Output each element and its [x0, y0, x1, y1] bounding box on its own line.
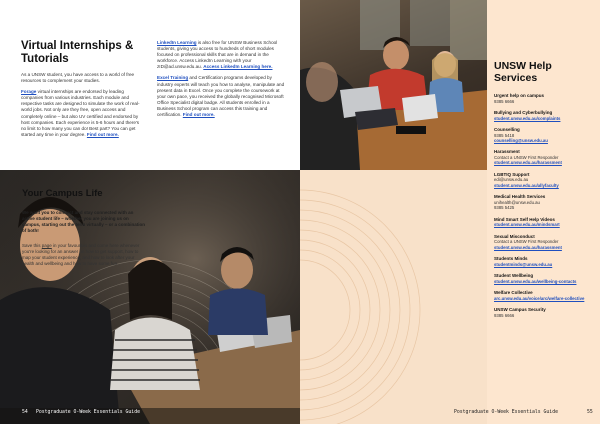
help-service-detail: 9385 6666 [494, 312, 515, 318]
students-table-illustration [300, 0, 487, 170]
help-service-detail: unihealth@unsw.edu.au [494, 199, 540, 205]
help-service-name: Bullying and Cyberbullying [494, 110, 553, 115]
help-service-detail: edi@unsw.edu.au [494, 177, 529, 183]
help-service-link[interactable]: student.unsw.edu.au/mindsmart [494, 222, 560, 228]
campus-life-intro: We want you to connect and stay connected with an active student life – whether you are joining us on campus, starting out the term virtually – or a combination of both! [22, 210, 146, 233]
page-title: Virtual Internships & Tutorials [21, 40, 134, 65]
help-service-name: UNSW Campus Security [494, 307, 546, 313]
campus-life-title: Your Campus Life [22, 188, 103, 199]
help-service-item [494, 290, 598, 301]
linkedin-more-link[interactable]: Access LinkedIn Learning here. [203, 64, 273, 70]
linkedin-text: is also free for UNSW Business School students, giving you access to hundreds of short modules focused on professional skills that are in demand in the workforce. Access LinkedIn Learning with your zID@ad.unsw.edu.au. [157, 40, 278, 70]
internships-column-1 [21, 40, 145, 143]
forage-more-link[interactable]: Find out more. [86, 131, 119, 137]
campus-life-panel [300, 170, 487, 424]
help-service-link[interactable]: student.unsw.edu.au/harassment [494, 160, 562, 166]
help-service-detail: 9385 5418 [494, 132, 515, 138]
help-service-item [494, 256, 598, 267]
help-service-name: LGBTIQ Support [494, 171, 530, 177]
students-laptops-photo [0, 170, 300, 424]
left-footer-title: Postgraduate O-Week Essentials Guide [36, 410, 140, 415]
forage-text: virtual internships are endorsed by leading companies from various industries. Each module and respective tasks are designed to simulate the work of real-world jobs. Not only are they free, open access and completely online – but also UV certified and endorsed by host companies. Each experience is 5-6 hours and there's no limit to how many you can do! Best part? You can get started any time in your degree. [21, 89, 140, 137]
forage-paragraph [21, 89, 145, 138]
help-service-item [494, 307, 598, 318]
help-service-link[interactable]: counselling@unsw.edu.au [494, 138, 548, 143]
help-service-item [494, 273, 598, 284]
left-page-number: 54 [22, 410, 28, 415]
excel-more-link[interactable]: Find out more. [182, 112, 215, 118]
excel-paragraph [157, 75, 285, 118]
help-service-detail: Contact a UNSW First Responder [494, 239, 559, 245]
help-service-item [494, 172, 598, 188]
help-service-name: Student Wellbeing [494, 273, 534, 279]
excel-link[interactable]: Excel Training [157, 75, 189, 81]
help-service-name: Counselling [494, 127, 520, 132]
intro-paragraph: As a UNSW student, you have access to a world of free resources to complement your studies. [21, 72, 135, 84]
campus-life-body [22, 243, 146, 267]
help-service-item [494, 194, 598, 210]
linkedin-paragraph [157, 40, 285, 70]
help-service-name: Urgent help on campus [494, 93, 545, 98]
forage-link[interactable]: Forage [21, 89, 37, 95]
help-service-name: Sexual Misconduct [494, 233, 535, 239]
help-service-link[interactable]: arc.unsw.edu.au/voice/arc/welfare-collective [494, 295, 585, 301]
help-service-link[interactable]: studentminds@unsw.edu.au [494, 261, 553, 267]
help-service-name: Students Minds [494, 256, 528, 262]
students-table-photo [300, 0, 487, 170]
internships-column-2 [157, 40, 285, 123]
help-service-detail: 9385 5425 [494, 205, 515, 211]
campus-body-pre: Save this [22, 243, 42, 248]
help-service-item [494, 149, 598, 165]
help-service-name: Mind Smart Self Help Videos [494, 216, 555, 222]
help-service-detail: 9385 6666 [494, 98, 515, 104]
help-services-title: UNSW Help Services [494, 60, 552, 84]
right-footer-title: Postgraduate O-Week Essentials Guide [454, 410, 558, 415]
help-service-item [494, 234, 598, 250]
help-service-link[interactable]: student.unsw.edu.au/allyfaculty [494, 182, 559, 188]
campus-body-post: in your favourites and come here whenever you're looking for an answer on how to get support, how to map your student experience, and how to look after your health and wellbeing and how to have some fun. [22, 243, 140, 266]
linkedin-link[interactable]: LinkedIn Learning [157, 40, 197, 45]
right-page-number: 55 [587, 410, 593, 415]
help-service-name: Harassment [494, 149, 520, 155]
help-service-item [494, 110, 598, 121]
left-page-text-area [0, 0, 300, 170]
help-service-link[interactable]: student.unsw.edu.au/wellbeing-contacts [494, 278, 577, 284]
help-service-link[interactable]: student.unsw.edu.au/harassment [494, 244, 562, 250]
help-service-detail: Contact a UNSW First Responder [494, 155, 559, 160]
excel-text: and Certification programs developed by industry experts will teach you how to analyse, manipulate and present data in Excel. Once you complete the coursework at your own pace, you received the globally recognised Microsoft Office Specialist digital badge. All students enrolled in a Business School program can access this training and certification. [157, 75, 285, 118]
favourites-page-link[interactable]: page [41, 243, 52, 248]
decorative-arcs [300, 170, 487, 424]
help-service-item [494, 93, 598, 104]
help-services-list [494, 93, 598, 324]
help-service-name: Welfare Collective [494, 290, 533, 296]
help-service-link[interactable]: student.unsw.edu.au/complaints [494, 115, 561, 121]
help-service-item [494, 127, 598, 143]
students-photo-illustration [0, 170, 300, 424]
help-service-item [494, 217, 598, 228]
help-service-name: Medical Health Services [494, 194, 546, 200]
